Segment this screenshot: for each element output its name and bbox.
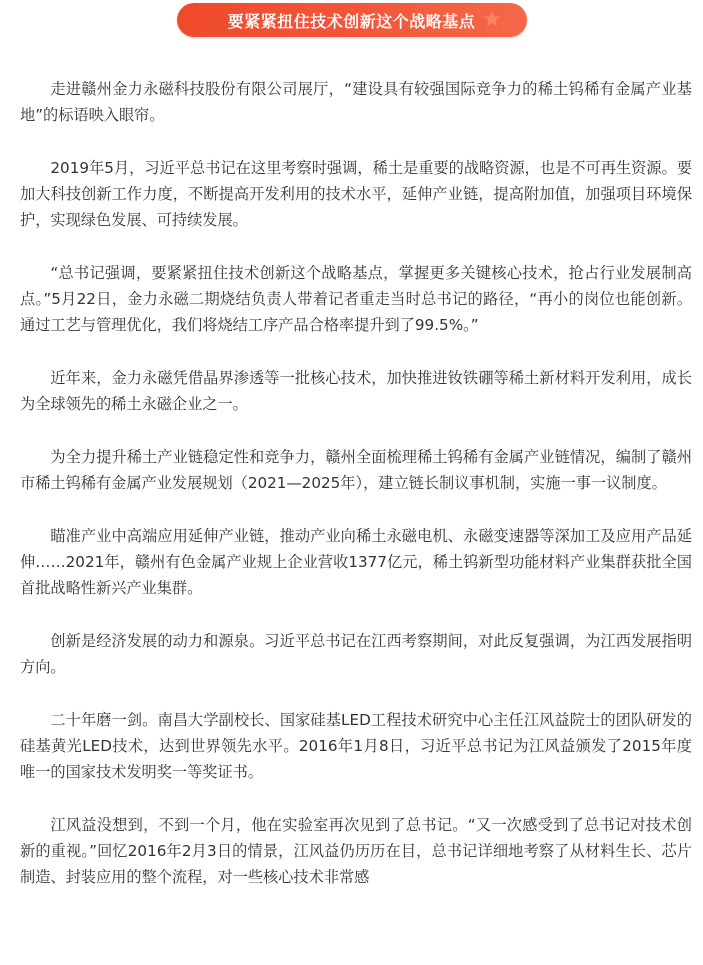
paragraph-1: 走进赣州金力永磁科技股份有限公司展厅，“建设具有较强国际竞争力的稀土钨稀有金属产业基地”的标语映入眼帘。 <box>20 80 692 124</box>
section-title: 要紧紧扭住技术创新这个战略基点 <box>227 11 476 31</box>
paragraph-7: 创新是经济发展的动力和源泉。习近平总书记在江西考察期间，对此反复强调，为江西发展指明方向。 <box>20 632 692 676</box>
header-banner-wrap <box>0 3 703 39</box>
star-icon <box>483 10 501 28</box>
paragraph-3: “总书记强调，要紧紧扭住技术创新这个战略基点，掌握更多关键核心技术，抢占行业发展制高点。”5月22日，金力永磁二期烧结负责人带着记者重走当时总书记的路径，“再小的岗位也能创新。通过工艺与管理优化，我们将烧结工序产品合格率提升到了99.5%。” <box>20 264 692 334</box>
paragraph-6: 瞄准产业中高端应用延伸产业链，推动产业向稀土永磁电机、永磁变速器等深加工及应用产品延伸……2021年，赣州有色金属产业规上企业营收1377亿元，稀土钨新型功能材料产业集群获批全国首批战略性新兴产业集群。 <box>20 527 692 597</box>
paragraph-8: 二十年磨一剑。南昌大学副校长、国家硅基LED工程技术研究中心主任江风益院士的团队研发的硅基黄光LED技术，达到世界领先水平。2016年1月8日，习近平总书记为江风益颁发了2015年度唯一的国家技术发明奖一等奖证书。 <box>20 711 692 781</box>
title-banner <box>177 3 527 37</box>
paragraph-5: 为全力提升稀土产业链稳定性和竞争力，赣州全面梳理稀土钨稀有金属产业链情况，编制了赣州市稀土钨稀有金属产业发展规划（2021—2025年），建立链长制议事机制，实施一事一议制度。 <box>20 448 692 492</box>
article-body <box>20 76 692 917</box>
paragraph-9: 江风益没想到，不到一个月，他在实验室再次见到了总书记。“又一次感受到了总书记对技术创新的重视。”回忆2016年2月3日的情景，江风益仍历历在目，总书记详细地考察了从材料生长、芯片制造、封装应用的整个流程，对一些核心技术非常感 <box>20 816 692 886</box>
paragraph-4: 近年来，金力永磁凭借晶界渗透等一批核心技术，加快推进钕铁硼等稀土新材料开发利用，成长为全球领先的稀土永磁企业之一。 <box>20 369 692 413</box>
paragraph-2: 2019年5月，习近平总书记在这里考察时强调，稀土是重要的战略资源，也是不可再生资源。要加大科技创新工作力度，不断提高开发利用的技术水平，延伸产业链，提高附加值，加强项目环境保护，实现绿色发展、可持续发展。 <box>20 159 692 229</box>
